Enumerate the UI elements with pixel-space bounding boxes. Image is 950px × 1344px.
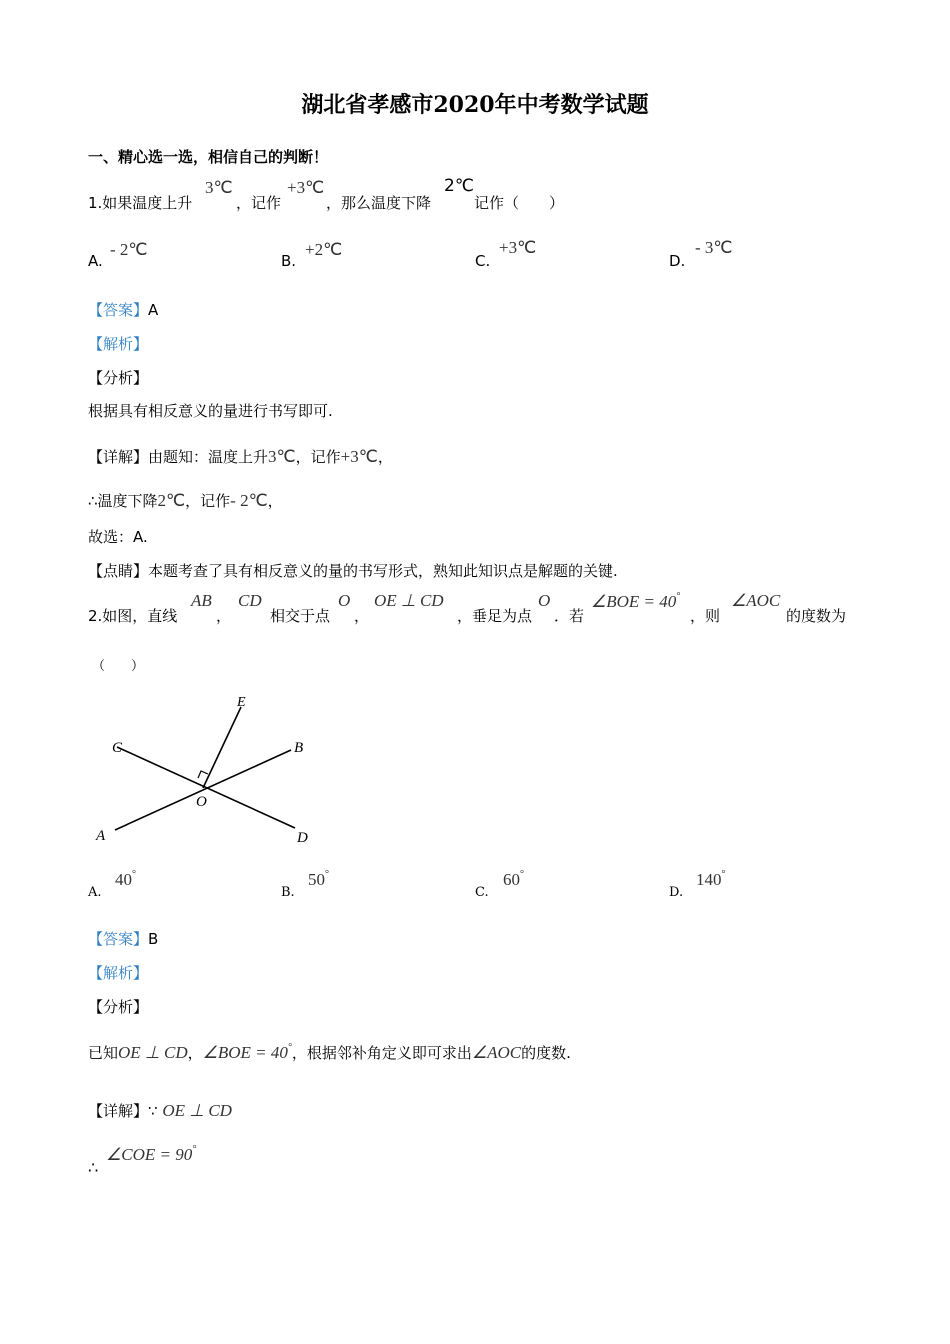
q1-option-c-label: C. bbox=[475, 252, 491, 270]
q2-option-b-value bbox=[308, 869, 329, 890]
detail-text: 由题知：温度上升 bbox=[148, 448, 269, 466]
q2-angle-boe bbox=[591, 591, 680, 612]
fenxi-math bbox=[203, 1043, 292, 1062]
answer-value: B bbox=[148, 930, 159, 948]
degree-sign: ° bbox=[287, 1042, 292, 1053]
q2-option-d-value bbox=[696, 869, 726, 890]
point-label-o: O bbox=[196, 794, 207, 810]
q2-detail-line1 bbox=[88, 1100, 232, 1121]
q1-fenxi-tag: 【分析】 bbox=[88, 369, 149, 387]
answer-value: A bbox=[148, 301, 159, 319]
detail-text: ，记作 bbox=[295, 448, 341, 466]
q1-v2: +3℃ bbox=[287, 178, 325, 197]
q1-option-b-value: +2℃ bbox=[305, 240, 343, 259]
detail-text: ， bbox=[267, 492, 283, 510]
q1-option-d-value: - 3℃ bbox=[695, 238, 733, 257]
detail-tag: 【详解】 bbox=[88, 448, 149, 466]
detail-value: 3℃ bbox=[268, 447, 296, 466]
q1-option-c-value: +3℃ bbox=[499, 238, 537, 257]
q1-stem bbox=[88, 192, 192, 213]
fenxi-math: ∠AOC bbox=[471, 1043, 522, 1062]
q1-dianjing bbox=[88, 560, 618, 581]
q2-therefore: ∴ bbox=[88, 1158, 99, 1177]
q2-detail-angle bbox=[106, 1144, 196, 1165]
point-label-e: E bbox=[237, 695, 246, 710]
q2-jiexi-tag: 【解析】 bbox=[88, 964, 149, 982]
q2-paren: （ ） bbox=[92, 659, 145, 674]
q2-option-c-label: C. bbox=[475, 885, 489, 900]
q1-jiexi-tag: 【解析】 bbox=[88, 335, 149, 353]
q2-cd: CD bbox=[238, 591, 262, 610]
option-value: 60 bbox=[503, 870, 520, 889]
q1-v3: 2℃ bbox=[444, 176, 474, 196]
degree-sign: ° bbox=[192, 1144, 197, 1155]
answer-tag: 【答案】 bbox=[88, 301, 149, 319]
detail-value: +3℃ bbox=[340, 447, 378, 466]
geometry-figure bbox=[90, 690, 330, 850]
q1-option-a-label: A. bbox=[88, 252, 103, 270]
q1-option-b-label: B. bbox=[281, 252, 297, 270]
fenxi-text: 已知 bbox=[88, 1044, 119, 1062]
dianjing-tag: 【点睛】 bbox=[88, 562, 149, 580]
q2-o2: O bbox=[538, 591, 551, 610]
angle-text: ∠BOE = 40 bbox=[202, 1043, 288, 1062]
point-label-d: D bbox=[297, 830, 308, 846]
fenxi-math: OE ⊥ CD bbox=[118, 1043, 188, 1062]
q2-mid4: ，则 bbox=[690, 607, 721, 625]
q1-detail-line3: 故选：A. bbox=[88, 528, 148, 546]
q1-option-d-label: D. bbox=[669, 252, 686, 270]
option-value: 40 bbox=[115, 870, 132, 889]
because-symbol: ∵ bbox=[148, 1102, 158, 1120]
q1-detail-line1 bbox=[88, 446, 393, 467]
q1-v1: 3℃ bbox=[205, 178, 233, 197]
q1-fenxi-text: 根据具有相反意义的量进行书写即可. bbox=[88, 402, 333, 420]
degree-sign: ° bbox=[132, 869, 136, 880]
fenxi-text: ，根据邻补角定义即可求出 bbox=[291, 1044, 472, 1062]
q1-mid1: ，记作 bbox=[236, 194, 282, 212]
q2-suffix: 的度数为 bbox=[786, 607, 847, 625]
right-angle-mark bbox=[198, 771, 208, 778]
q2-answer bbox=[88, 928, 158, 949]
fenxi-text: ， bbox=[187, 1044, 203, 1062]
degree-sign: ° bbox=[721, 869, 726, 880]
degree-sign: ° bbox=[325, 869, 329, 880]
point-label-c: C bbox=[112, 740, 123, 756]
dianjing-text: 本题考查了具有相反意义的量的书写形式，熟知此知识点是解题的关键. bbox=[148, 562, 618, 580]
detail-text: ，记作 bbox=[185, 492, 231, 510]
degree-sign: ° bbox=[676, 591, 681, 602]
q2-fenxi-tag: 【分析】 bbox=[88, 998, 149, 1016]
answer-tag: 【答案】 bbox=[88, 930, 149, 948]
q2-perp: OE ⊥ CD bbox=[374, 591, 444, 610]
option-value: 140 bbox=[696, 870, 722, 889]
line-ab bbox=[115, 750, 291, 830]
fenxi-text: 的度数. bbox=[521, 1044, 571, 1062]
q2-option-b-label: B. bbox=[281, 885, 295, 900]
detail-text: ∴温度下降 bbox=[88, 492, 158, 510]
option-value: 50 bbox=[308, 870, 325, 889]
section-heading: 一、精心选一选，相信自己的判断！ bbox=[88, 148, 329, 166]
q2-angle-aoc: ∠AOC bbox=[731, 591, 781, 610]
angle-text: ∠BOE = 40 bbox=[591, 592, 677, 611]
q2-comma2: ， bbox=[354, 607, 370, 625]
detail-tag: 【详解】 bbox=[88, 1102, 149, 1120]
q1-detail-line2 bbox=[88, 490, 283, 511]
detail-value: - 2℃ bbox=[230, 491, 268, 510]
page-title: 湖北省孝感市2020年中考数学试题 bbox=[301, 92, 649, 118]
q2-comma1: ， bbox=[216, 607, 232, 625]
q2-fenxi-text bbox=[88, 1042, 571, 1063]
q2-mid2: ，垂足为点 bbox=[457, 607, 533, 625]
line-cd bbox=[117, 747, 295, 828]
detail-value: 2℃ bbox=[157, 491, 186, 510]
point-label-b: B bbox=[294, 740, 304, 756]
q2-mid1: 相交于点 bbox=[270, 607, 331, 625]
q2-option-d-label: D. bbox=[669, 885, 684, 900]
q2-mid3: ．若 bbox=[554, 607, 585, 625]
degree-sign: ° bbox=[520, 869, 524, 880]
detail-text: ， bbox=[377, 448, 393, 466]
angle-text: ∠COE = 90 bbox=[106, 1145, 193, 1164]
q2-ab: AB bbox=[191, 591, 212, 610]
q1-mid2: ，那么温度下降 bbox=[326, 194, 432, 212]
q1-suffix: 记作（ ） bbox=[474, 194, 565, 212]
q1-prefix: 1.如果温度上升 bbox=[88, 194, 193, 212]
q2-option-a-value bbox=[115, 869, 136, 890]
q2-o1: O bbox=[338, 591, 351, 610]
q2-option-c-value bbox=[503, 869, 524, 890]
q1-answer bbox=[88, 299, 158, 320]
q1-option-a-value: - 2℃ bbox=[110, 240, 148, 259]
detail-math: OE ⊥ CD bbox=[162, 1101, 232, 1120]
q2-prefix: 2.如图，直线 bbox=[88, 607, 178, 625]
q2-option-a-label: A. bbox=[88, 885, 102, 900]
point-label-a: A bbox=[96, 828, 106, 844]
